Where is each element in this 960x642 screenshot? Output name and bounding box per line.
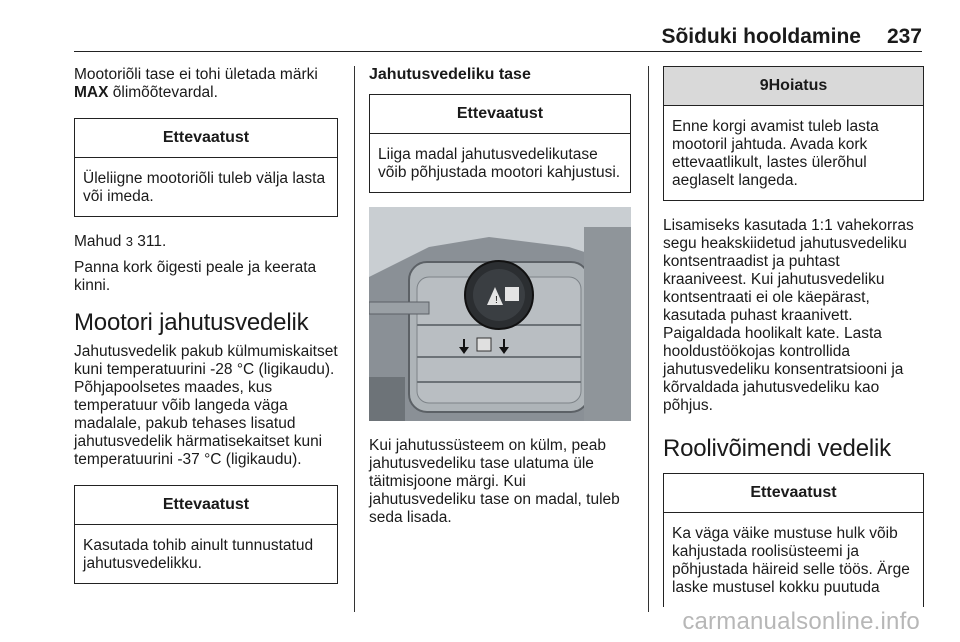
coolant-level-heading: Jahutusvedeliku tase — [369, 66, 531, 83]
section-title-power-steering: Roolivõimendi vedelik — [663, 435, 891, 462]
column-2 — [369, 66, 631, 642]
page-ref-arrow-icon: 3 — [125, 234, 133, 249]
oil-level-text: Mootoriõli tase ei tohi ületada märki — [74, 66, 318, 83]
column-divider — [354, 66, 355, 612]
caution-box-oil — [74, 118, 338, 217]
oil-level-paragraph — [74, 66, 338, 102]
warning-text: Enne korgi avamist tuleb lasta mootoril jahtuda. Avada kork ettevaatlikult, lastes ülerõhul aeglaselt langeda. — [672, 118, 879, 189]
caution-text: Liiga madal jahutusvedelikutase võib põhjustada mootori kahjustusi. — [378, 146, 621, 181]
max-mark: MAX — [74, 84, 109, 101]
page-title: Sõiduki hooldamine — [661, 25, 861, 48]
caution-text: Üleliigne mootoriõli tuleb välja lasta või imeda. — [83, 170, 326, 205]
caution-title: Ettevaatust — [75, 486, 337, 525]
page-number: 237 — [886, 25, 922, 48]
watermark: carmanualsonline.info — [682, 608, 920, 635]
coolant-reservoir-illustration — [369, 207, 631, 421]
coolant-reservoir-photo — [369, 207, 631, 421]
caution-title: Ettevaatust — [370, 95, 630, 134]
section-title-coolant: Mootori jahutusvedelik — [74, 309, 309, 336]
coolant-mix-instructions: Lisamiseks kasutada 1:1 vahekorras segu heakskiidetud jahutusvedeliku kontsentraadist ja puhtast kraaniveest. Kui jahutusvedeliku kontsentraati ei ole käepärast, kasutada puhast kraanivett. Paigaldada hoolikalt kate. Lasta hooldustöökojas kontrollida jahutusvedeliku konsentratsiooni ja kõrvaldada jahutusvedeliku kao põhjus. — [663, 217, 914, 414]
column-1 — [74, 66, 338, 642]
caution-text: Kasutada tohib ainult tunnustatud jahutusvedelikku. — [83, 537, 314, 572]
caution-box-steering — [663, 473, 924, 607]
caution-title: Ettevaatust — [664, 474, 923, 513]
svg-text:!: ! — [495, 295, 498, 306]
oil-level-text-end: õlimõõtevardal. — [108, 84, 218, 101]
caution-text: Ka väga väike mustuse hulk võib kahjustada roolisüsteemi ja põhjustada häireid selle töös. Ärge laske mustusel kokku puutuda — [672, 525, 910, 596]
caution-title: Ettevaatust — [75, 119, 337, 158]
caution-box-coolant-level — [369, 94, 631, 193]
column-3 — [663, 66, 924, 642]
coolant-level-instructions: Kui jahutussüsteem on külm, peab jahutusvedeliku tase ulatuma üle täitmisjoone märgi. Kui jahutusvedeliku tase on madal, tuleb seda lisada. — [369, 437, 620, 526]
warning-title — [664, 67, 923, 106]
warning-title-text: Hoiatus — [768, 77, 828, 94]
capacity-reference — [74, 233, 338, 251]
warning-triangle-icon: 9 — [759, 77, 769, 94]
warning-box — [663, 66, 924, 201]
coolant-description: Jahutusvedelik pakub külmumiskaitset kuni temperatuurini -28 °C (ligikaudu). Põhjapoolsetes maades, kus temperatuur võib langeda väga madalale, pakub tehases lisatud jahutusvedelik härmatisekaitset kuni temperatuurini -37 °C (ligikaudu). — [74, 343, 338, 468]
page-ref-link[interactable]: 311. — [132, 233, 167, 250]
page-header — [74, 22, 922, 52]
caution-box-coolant — [74, 485, 338, 584]
column-divider — [648, 66, 649, 612]
cap-instruction: Panna kork õigesti peale ja keerata kinni. — [74, 259, 317, 294]
capacity-label: Mahud — [74, 233, 122, 250]
